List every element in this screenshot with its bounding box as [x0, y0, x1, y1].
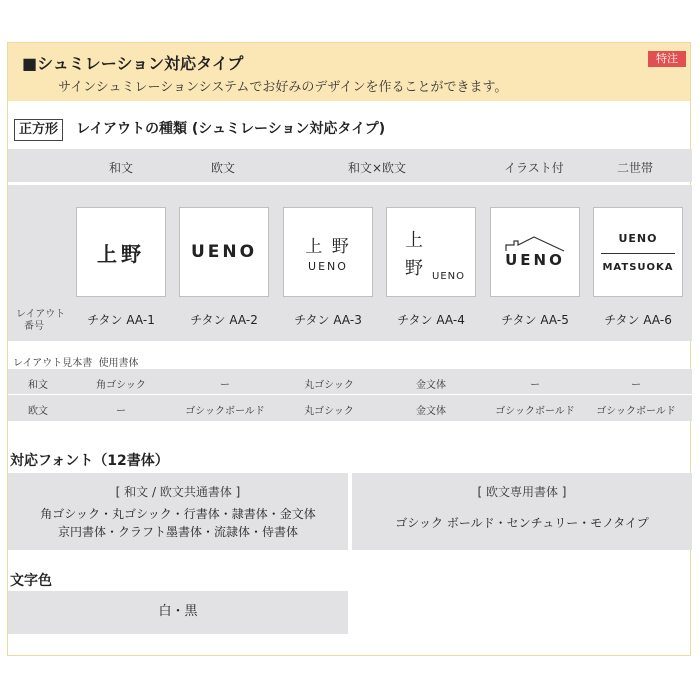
card-aa6-divider	[601, 253, 675, 254]
shape-label: 正方形	[14, 119, 63, 141]
common-fonts-title: [ 和文 / 欧文共通書体 ]	[115, 485, 241, 499]
font-cell: 丸ゴシック	[304, 406, 354, 417]
layout-heading: レイアウトの種類 (シュミレーション対応タイプ)	[76, 121, 386, 137]
font-table-divider	[8, 394, 692, 395]
font-cell: ゴシックボールド	[596, 406, 676, 417]
column-header-mixed: 和文×欧文	[347, 161, 407, 175]
card-aa4-kanji2: 野	[405, 258, 423, 279]
layout-number-label-line1: レイアウト	[16, 309, 66, 320]
layout-number-label	[16, 309, 65, 333]
card-aa1-name: 上野	[97, 241, 145, 266]
column-header-wabun: 和文	[108, 161, 133, 175]
font-cell: ー	[116, 406, 126, 417]
card-aa4-roman: UENO	[432, 271, 465, 282]
font-cell: 丸ゴシック	[304, 380, 354, 391]
layout-code-aa5: チタン AA-5	[501, 313, 569, 327]
font-cell: ー	[530, 380, 540, 391]
font-cell: ゴシックボールド	[495, 406, 575, 417]
layout-card-aa4	[386, 207, 476, 297]
column-header-oubun: 欧文	[210, 161, 235, 175]
custom-order-badge: 特注	[648, 51, 686, 67]
supported-fonts-heading: 対応フォント（12書体）	[10, 453, 169, 469]
layout-card-aa2	[179, 207, 269, 297]
western-fonts-line1: ゴシック ボールド・センチュリー・モノタイプ	[395, 516, 649, 530]
layout-code-aa6: チタン AA-6	[604, 313, 672, 327]
banner-title: ■シュミレーション対応タイプ	[22, 54, 244, 73]
font-table-caption	[13, 354, 139, 369]
layout-card-aa5	[490, 207, 580, 297]
text-color-value: 白・黒	[158, 604, 198, 619]
layout-code-aa3: チタン AA-3	[294, 313, 362, 327]
font-table-caption-2: 使用書体	[98, 358, 139, 369]
layout-card-aa6	[593, 207, 683, 297]
font-table-caption-1: レイアウト見本書	[13, 358, 93, 369]
layout-card-aa1	[76, 207, 166, 297]
layout-code-aa1: チタン AA-1	[87, 313, 155, 327]
font-cell: 角ゴシック	[96, 380, 146, 391]
title-banner	[8, 43, 690, 101]
western-fonts-title: [ 欧文専用書体 ]	[477, 485, 567, 499]
card-aa4-kanji1: 上	[405, 230, 423, 251]
banner-subtitle: サインシュミレーションシステムでお好みのデザインを作ることができます。	[58, 80, 508, 95]
column-header-illust: イラスト付	[504, 161, 564, 175]
card-aa5-name: UENO	[505, 251, 565, 269]
layout-number-label-line2: 番号	[24, 321, 44, 332]
card-aa3-kanji: 上 野	[305, 236, 351, 257]
layout-heading-row	[14, 118, 385, 140]
font-cell: 金文体	[416, 380, 446, 391]
font-row-label-wabun: 和文	[28, 380, 48, 391]
common-fonts-line2: 京円書体・クラフト墨書体・流隷体・侍書体	[57, 525, 298, 539]
card-aa6-name1: UENO	[618, 231, 658, 245]
font-cell: ー	[631, 380, 641, 391]
layout-code-aa2: チタン AA-2	[190, 313, 258, 327]
font-cell: 金文体	[416, 406, 446, 417]
common-fonts-line1: 角ゴシック・丸ゴシック・行書体・隷書体・金文体	[40, 507, 316, 521]
common-fonts-box	[8, 473, 348, 550]
text-color-box	[8, 591, 348, 634]
western-fonts-box	[352, 473, 692, 550]
text-color-heading: 文字色	[10, 573, 52, 589]
card-aa6-name2: MATSUOKA	[602, 261, 674, 273]
card-aa2-name: UENO	[190, 242, 258, 262]
font-row-label-oubun: 欧文	[28, 406, 48, 417]
column-header-two-family: 二世帯	[616, 161, 653, 175]
card-aa3-roman: UENO	[308, 259, 348, 273]
layout-card-aa3	[283, 207, 373, 297]
layout-code-aa4: チタン AA-4	[397, 313, 465, 327]
font-cell: ー	[220, 380, 230, 391]
font-cell: ゴシックボールド	[185, 406, 265, 417]
